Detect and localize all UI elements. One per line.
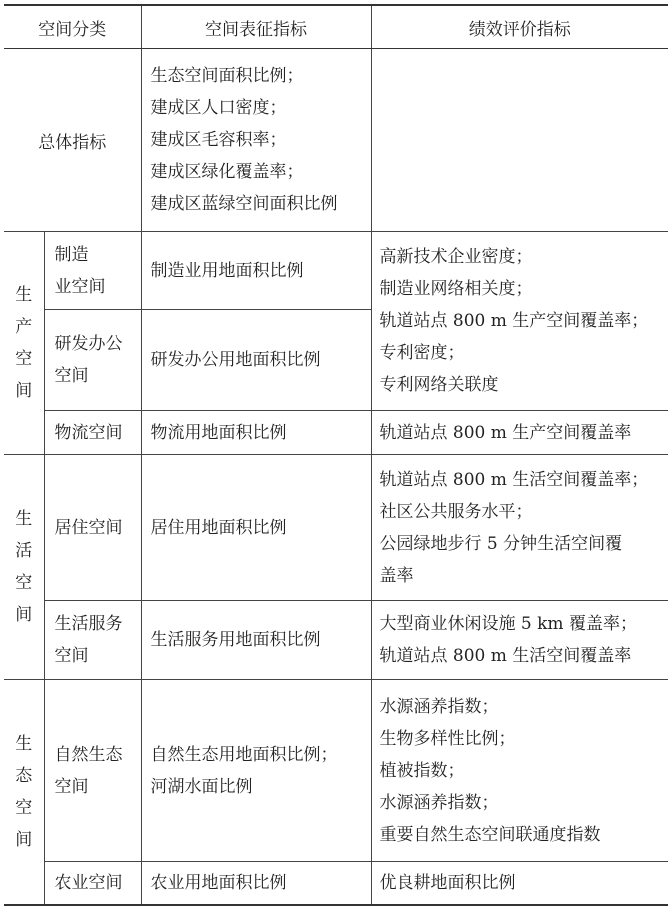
overall-indicator: 建成区毛容积率； xyxy=(150,130,287,150)
production-row-manufacturing xyxy=(4,232,668,310)
subcategory-logistics: 物流空间 xyxy=(44,411,141,455)
subcategory-rnd-office: 研发办公 空间 xyxy=(44,310,141,411)
indicator-logistics: 物流用地面积比例 xyxy=(141,411,371,455)
production-row-logistics xyxy=(4,411,668,455)
subcategory-natural-ecology: 自然生态 空间 xyxy=(44,680,141,862)
subcategory-residential: 居住空间 xyxy=(44,455,141,601)
overall-indicator: 建成区人口密度； xyxy=(150,98,287,118)
performance-natural-ecology: 水源涵养指数； 生物多样性比例； 植被指数； 水源涵养指数； 重要自然生态空间联通度指数 xyxy=(371,680,668,862)
ecological-row-agriculture xyxy=(4,862,668,905)
subcategory-living-services: 生活服务 空间 xyxy=(44,601,141,680)
header-category: 空间分类 xyxy=(4,5,141,49)
overall-indicators xyxy=(141,49,371,232)
indicator-living-services: 生活服务用地面积比例 xyxy=(141,601,371,680)
header-row xyxy=(4,5,668,49)
indicator-agriculture: 农业用地面积比例 xyxy=(141,862,371,905)
overall-row xyxy=(4,49,668,232)
performance-living-services: 大型商业休闲设施 5 km 覆盖率； 轨道站点 800 m 生活空间覆盖率 xyxy=(371,601,668,680)
performance-agriculture: 优良耕地面积比例 xyxy=(371,862,668,905)
overall-indicator: 生态空间面积比例； xyxy=(150,66,304,86)
production-category: 生 产 空 间 xyxy=(4,232,44,455)
performance-production-shared: 高新技术企业密度； 制造业网络相关度； 轨道站点 800 m 生产空间覆盖率； 专利密度； 专利网络关联度 xyxy=(371,232,668,411)
overall-indicator: 建成区绿化覆盖率； xyxy=(150,162,304,182)
subcategory-manufacturing: 制造 业空间 xyxy=(44,232,141,310)
living-row-residential xyxy=(4,455,668,601)
indicator-table xyxy=(4,4,668,906)
indicator-residential: 居住用地面积比例 xyxy=(141,455,371,601)
living-category: 生 活 空 间 xyxy=(4,455,44,680)
ecological-row-natural xyxy=(4,680,668,862)
indicator-natural-ecology: 自然生态用地面积比例； 河湖水面比例 xyxy=(141,680,371,862)
indicator-manufacturing: 制造业用地面积比例 xyxy=(141,232,371,310)
indicator-rnd-office: 研发办公用地面积比例 xyxy=(141,310,371,411)
subcategory-agriculture: 农业空间 xyxy=(44,862,141,905)
performance-residential: 轨道站点 800 m 生活空间覆盖率； 社区公共服务水平； 公园绿地步行 5 分钟生活空间覆 盖率 xyxy=(371,455,668,601)
living-row-services xyxy=(4,601,668,680)
performance-logistics: 轨道站点 800 m 生产空间覆盖率 xyxy=(371,411,668,455)
header-representation: 空间表征指标 xyxy=(141,5,371,49)
header-performance: 绩效评价指标 xyxy=(371,5,668,49)
overall-label: 总体指标 xyxy=(4,49,141,232)
ecological-category: 生 态 空 间 xyxy=(4,680,44,905)
overall-indicator: 建成区蓝绿空间面积比例 xyxy=(150,194,338,214)
overall-performance xyxy=(371,49,668,232)
